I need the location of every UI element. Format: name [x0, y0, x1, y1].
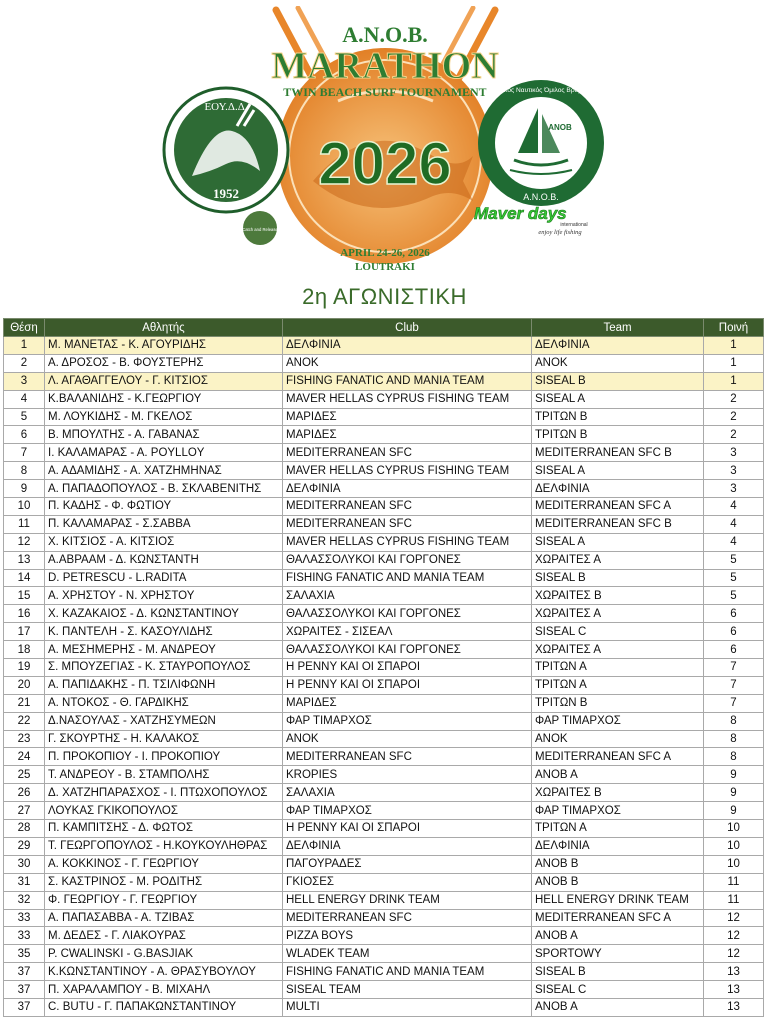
cell-position: 16: [4, 605, 45, 623]
cell-athlete: Π. ΚΑΔΗΣ - Φ. ΦΩΤΙΟΥ: [45, 498, 283, 516]
table-row: [4, 873, 764, 891]
table-row: [4, 784, 764, 802]
cell-athlete: Α. ΑΔΑΜΙΔΗΣ - Α. ΧΑΤΖΗΜΗΝΑΣ: [45, 462, 283, 480]
cell-position: 23: [4, 730, 45, 748]
cell-athlete: D. PETRESCU - L.RADITA: [45, 569, 283, 587]
cell-athlete: Λ. ΑΓΑΘΑΓΓΕΛΟΥ - Γ. ΚΙΤΣΙΟΣ: [45, 372, 283, 390]
cell-penalty: 2: [704, 408, 764, 426]
cell-penalty: 1: [704, 372, 764, 390]
cell-team: ΧΩΡΑΙΤΕΣ Α: [532, 551, 704, 569]
cell-team: ΑΝΟΒ Α: [532, 998, 704, 1016]
cell-penalty: 6: [704, 641, 764, 659]
cell-athlete: Α. ΜΕΣΗΜΕΡΗΣ - Μ. ΑΝΔΡΕΟΥ: [45, 641, 283, 659]
cell-position: 24: [4, 748, 45, 766]
cell-penalty: 12: [704, 909, 764, 927]
table-row: [4, 390, 764, 408]
cell-penalty: 3: [704, 462, 764, 480]
table-row: [4, 659, 764, 677]
cell-position: 19: [4, 659, 45, 677]
cell-club: ΣΑΛΑΧΙΑ: [283, 587, 532, 605]
cell-position: 30: [4, 855, 45, 873]
results-body: [4, 337, 764, 1017]
cell-club: FISHING FANATIC AND MANIA TEAM: [283, 963, 532, 981]
cell-team: MEDITERRANEAN SFC A: [532, 909, 704, 927]
cell-club: PIZZA BOYS: [283, 927, 532, 945]
table-row: [4, 462, 764, 480]
cell-penalty: 9: [704, 766, 764, 784]
cell-penalty: 9: [704, 784, 764, 802]
cell-team: ΑΝΟΚ: [532, 730, 704, 748]
cell-athlete: P. CWALINSKI - G.BASJIAK: [45, 945, 283, 963]
cell-penalty: 13: [704, 981, 764, 999]
cell-team: SISEAL A: [532, 390, 704, 408]
cell-athlete: Μ. ΛΟΥΚΙΔΗΣ - Μ. ΓΚΕΛΟΣ: [45, 408, 283, 426]
cell-team: ΤΡΙΤΩΝ Β: [532, 694, 704, 712]
cell-club: ΓΚΙΟΣΕΣ: [283, 873, 532, 891]
cell-team: ΑΝΟΒ Α: [532, 766, 704, 784]
logo-dates-text: APRIL 24-26, 2026: [340, 247, 430, 259]
cell-athlete: Σ. ΜΠΟΥΖΕΓΙΑΣ - Κ. ΣΤΑΥΡΟΠΟΥΛΟΣ: [45, 659, 283, 677]
cell-position: 3: [4, 372, 45, 390]
cell-athlete: Α.ΑΒΡΑΑΜ - Δ. ΚΩΝΣΤΑΝΤΗ: [45, 551, 283, 569]
header-penalty: Ποινή: [704, 319, 764, 337]
cell-penalty: 6: [704, 605, 764, 623]
table-header-row: [4, 319, 764, 337]
cell-athlete: Α. ΠΑΠΑΣΑΒΒΑ - Α. ΤΖΙΒΑΣ: [45, 909, 283, 927]
table-row: [4, 623, 764, 641]
cell-club: MAVER HELLAS CYPRUS FISHING TEAM: [283, 462, 532, 480]
anob-center-text: ANOB: [548, 123, 572, 132]
cell-penalty: 4: [704, 498, 764, 516]
cell-team: ΑΝΟΚ: [532, 354, 704, 372]
table-row: [4, 891, 764, 909]
cell-athlete: Π. ΚΑΜΠΙΤΣΗΣ - Δ. ΦΩΤΟΣ: [45, 820, 283, 838]
table-row: [4, 927, 764, 945]
cell-team: SPORTOWY: [532, 945, 704, 963]
cell-position: 21: [4, 694, 45, 712]
cell-position: 22: [4, 712, 45, 730]
cell-club: ΔΕΛΦΙΝΙΑ: [283, 837, 532, 855]
cell-penalty: 2: [704, 390, 764, 408]
cell-team: SISEAL C: [532, 623, 704, 641]
cell-position: 4: [4, 390, 45, 408]
cell-athlete: Α. ΠΑΠΑΔΟΠΟΥΛΟΣ - Β. ΣΚΛΑΒΕΝΙΤΗΣ: [45, 480, 283, 498]
cell-club: WLADEK TEAM: [283, 945, 532, 963]
table-row: [4, 533, 764, 551]
cell-athlete: Φ. ΓΕΩΡΓΙΟΥ - Γ. ΓΕΩΡΓΙΟΥ: [45, 891, 283, 909]
table-row: [4, 712, 764, 730]
cell-penalty: 10: [704, 837, 764, 855]
cell-team: ΔΕΛΦΙΝΙΑ: [532, 837, 704, 855]
cell-penalty: 12: [704, 945, 764, 963]
table-row: [4, 766, 764, 784]
table-row: [4, 408, 764, 426]
cell-position: 20: [4, 676, 45, 694]
logo-year-text: 2026: [318, 130, 452, 197]
maver-days-logo: [474, 204, 604, 236]
cell-club: Η PENNY ΚΑΙ ΟΙ ΣΠΑΡΟΙ: [283, 820, 532, 838]
table-row: [4, 354, 764, 372]
cell-penalty: 11: [704, 873, 764, 891]
cell-position: 31: [4, 873, 45, 891]
cell-club: ΧΩΡΑΙΤΕΣ - ΣΙΣΕΑΛ: [283, 623, 532, 641]
cell-team: SISEAL A: [532, 462, 704, 480]
cell-club: MAVER HELLAS CYPRUS FISHING TEAM: [283, 533, 532, 551]
cell-penalty: 4: [704, 515, 764, 533]
cell-club: ΣΑΛΑΧΙΑ: [283, 784, 532, 802]
eoudd-badge: [162, 86, 290, 214]
cell-position: 7: [4, 444, 45, 462]
cell-team: ΑΝΟΒ Β: [532, 855, 704, 873]
table-row: [4, 515, 764, 533]
cell-team: ΤΡΙΤΩΝ Β: [532, 426, 704, 444]
results-table: [3, 318, 764, 1017]
cell-athlete: Γ. ΣΚΟΥΡΤΗΣ - Η. ΚΑΛΑΚΟΣ: [45, 730, 283, 748]
cell-athlete: Κ.ΚΩΝΣΤΑΝΤΙΝΟΥ - Α. ΘΡΑΣΥΒΟΥΛΟΥ: [45, 963, 283, 981]
cell-athlete: Τ. ΑΝΔΡΕΟΥ - Β. ΣΤΑΜΠΟΛΗΣ: [45, 766, 283, 784]
cell-athlete: Δ.ΝΑΣΟΥΛΑΣ - ΧΑΤΖΗΣΥΜΕΩΝ: [45, 712, 283, 730]
cell-athlete: Ι. ΚΑΛΑΜΑΡΑΣ - Α. POYLLOY: [45, 444, 283, 462]
logo-place-text: LOUTRAKI: [355, 261, 415, 273]
anob-badge: [476, 78, 606, 208]
table-row: [4, 337, 764, 355]
table-row: [4, 551, 764, 569]
cell-position: 28: [4, 820, 45, 838]
cell-team: ΧΩΡΑΙΤΕΣ Α: [532, 605, 704, 623]
maver-days-text: Maver days: [474, 204, 567, 223]
cell-team: SISEAL B: [532, 963, 704, 981]
cell-athlete: ΛΟΥΚΑΣ ΓΚΙΚΟΠΟΥΛΟΣ: [45, 802, 283, 820]
cell-penalty: 5: [704, 569, 764, 587]
anob-bottom-text: Α.Ν.Ο.Β.: [523, 192, 559, 202]
cell-position: 29: [4, 837, 45, 855]
cell-penalty: 5: [704, 587, 764, 605]
cell-penalty: 6: [704, 623, 764, 641]
maver-tagline-text: enjoy life fishing: [538, 229, 582, 236]
cell-position: 26: [4, 784, 45, 802]
eoudd-year-text: 1952: [213, 186, 239, 201]
cell-team: ΔΕΛΦΙΝΙΑ: [532, 480, 704, 498]
table-row: [4, 981, 764, 999]
cell-club: MEDITERRANEAN SFC: [283, 515, 532, 533]
cell-club: SISEAL TEAM: [283, 981, 532, 999]
cell-team: ΤΡΙΤΩΝ Β: [532, 408, 704, 426]
table-row: [4, 444, 764, 462]
cell-club: ΘΑΛΑΣΣΟΛΥΚΟΙ ΚΑΙ ΓΟΡΓΟΝΕΣ: [283, 641, 532, 659]
cell-athlete: Α. ΧΡΗΣΤΟΥ - Ν. ΧΡΗΣΤΟΥ: [45, 587, 283, 605]
table-row: [4, 945, 764, 963]
logo-org-text: A.N.O.B.: [342, 22, 428, 47]
eoudd-name-text: ΕΟΥ.Δ.Δ.: [204, 101, 248, 113]
cell-club: ΔΕΛΦΙΝΙΑ: [283, 337, 532, 355]
cell-penalty: 1: [704, 337, 764, 355]
cell-athlete: Κ.ΒΑΛΑΝΙΔΗΣ - Κ.ΓΕΩΡΓΙΟΥ: [45, 390, 283, 408]
table-row: [4, 605, 764, 623]
table-row: [4, 569, 764, 587]
cell-position: 33: [4, 927, 45, 945]
cell-team: SISEAL C: [532, 981, 704, 999]
table-row: [4, 480, 764, 498]
cell-position: 33: [4, 909, 45, 927]
cell-athlete: Κ. ΠΑΝΤΕΛΗ - Σ. ΚΑΣΟΥΛΙΔΗΣ: [45, 623, 283, 641]
cell-athlete: Μ. ΔΕΔΕΣ - Γ. ΛΙΑΚΟΥΡΑΣ: [45, 927, 283, 945]
cell-athlete: Α. ΚΟΚΚΙΝΟΣ - Γ. ΓΕΩΡΓΙΟΥ: [45, 855, 283, 873]
table-row: [4, 426, 764, 444]
cell-position: 12: [4, 533, 45, 551]
cell-position: 9: [4, 480, 45, 498]
cell-athlete: Τ. ΓΕΩΡΓΟΠΟΥΛΟΣ - Η.ΚΟΥΚΟΥΛΗΘΡΑΣ: [45, 837, 283, 855]
cell-position: 35: [4, 945, 45, 963]
cell-team: ΧΩΡΑΙΤΕΣ Β: [532, 587, 704, 605]
cell-penalty: 13: [704, 998, 764, 1016]
cell-position: 37: [4, 963, 45, 981]
cell-position: 6: [4, 426, 45, 444]
header-athlete: Αθλητής: [45, 319, 283, 337]
cell-club: MEDITERRANEAN SFC: [283, 444, 532, 462]
cell-club: ΘΑΛΑΣΣΟΛΥΚΟΙ ΚΑΙ ΓΟΡΓΟΝΕΣ: [283, 605, 532, 623]
header-position: Θέση: [4, 319, 45, 337]
cell-team: ΔΕΛΦΙΝΙΑ: [532, 337, 704, 355]
cell-athlete: Π. ΧΑΡΑΛΑΜΠΟΥ - Β. ΜΙΧΑΗΛ: [45, 981, 283, 999]
cell-club: HELL ENERGY DRINK TEAM: [283, 891, 532, 909]
logo-event-text: MARATHON: [271, 45, 499, 87]
cell-penalty: 3: [704, 480, 764, 498]
table-row: [4, 837, 764, 855]
cell-position: 17: [4, 623, 45, 641]
cell-club: ΘΑΛΑΣΣΟΛΥΚΟΙ ΚΑΙ ΓΟΡΓΟΝΕΣ: [283, 551, 532, 569]
cell-penalty: 8: [704, 712, 764, 730]
cell-position: 1: [4, 337, 45, 355]
cell-club: ΠΑΓΟΥΡΑΔΕΣ: [283, 855, 532, 873]
cell-athlete: Χ. ΚΑΖΑΚΑΙΟΣ - Δ. ΚΩΝΣΤΑΝΤΙΝΟΥ: [45, 605, 283, 623]
header-artwork: [0, 0, 769, 285]
header-club: Club: [283, 319, 532, 337]
table-row: [4, 802, 764, 820]
table-row: [4, 998, 764, 1016]
cell-athlete: Α. ΝΤΟΚΟΣ - Θ. ΓΑΡΔΙΚΗΣ: [45, 694, 283, 712]
table-row: [4, 676, 764, 694]
table-row: [4, 820, 764, 838]
header-team: Team: [532, 319, 704, 337]
cell-penalty: 8: [704, 730, 764, 748]
cell-team: ΦΑΡ ΤΙΜΑΡΧΟΣ: [532, 802, 704, 820]
cell-penalty: 3: [704, 444, 764, 462]
cell-team: HELL ENERGY DRINK TEAM: [532, 891, 704, 909]
cell-penalty: 1: [704, 354, 764, 372]
cell-club: ΦΑΡ ΤΙΜΑΡΧΟΣ: [283, 802, 532, 820]
cell-club: ΦΑΡ ΤΙΜΑΡΧΟΣ: [283, 712, 532, 730]
cell-penalty: 9: [704, 802, 764, 820]
cell-athlete: C. BUTU - Γ. ΠΑΠΑΚΩΝΣΤΑΝΤΙΝΟΥ: [45, 998, 283, 1016]
table-row: [4, 587, 764, 605]
table-row: [4, 641, 764, 659]
cell-club: ΜΑΡΙΔΕΣ: [283, 426, 532, 444]
maver-intl-text: international: [560, 222, 588, 228]
cell-penalty: 10: [704, 820, 764, 838]
cell-position: 18: [4, 641, 45, 659]
cell-team: ΤΡΙΤΩΝ Α: [532, 659, 704, 677]
cell-penalty: 7: [704, 659, 764, 677]
cell-team: ΑΝΟΒ Α: [532, 927, 704, 945]
cell-team: MEDITERRANEAN SFC A: [532, 498, 704, 516]
cell-athlete: Σ. ΚΑΣΤΡΙΝΟΣ - Μ. ΡΟΔΙΤΗΣ: [45, 873, 283, 891]
cell-athlete: Π. ΠΡΟΚΟΠΙΟΥ - Ι. ΠΡΟΚΟΠΙΟΥ: [45, 748, 283, 766]
cell-team: ΧΩΡΑΙΤΕΣ Α: [532, 641, 704, 659]
cell-position: 10: [4, 498, 45, 516]
cell-club: MAVER HELLAS CYPRUS FISHING TEAM: [283, 390, 532, 408]
cell-athlete: Π. ΚΑΛΑΜΑΡΑΣ - Σ.ΣΑΒΒΑ: [45, 515, 283, 533]
cell-club: MULTI: [283, 998, 532, 1016]
cell-position: 11: [4, 515, 45, 533]
cell-club: Η PENNY ΚΑΙ ΟΙ ΣΠΑΡΟΙ: [283, 659, 532, 677]
cell-club: ΑΝΟΚ: [283, 730, 532, 748]
cell-team: SISEAL B: [532, 569, 704, 587]
cell-team: ΤΡΙΤΩΝ Α: [532, 676, 704, 694]
cell-position: 5: [4, 408, 45, 426]
cell-position: 37: [4, 998, 45, 1016]
cell-position: 2: [4, 354, 45, 372]
cell-team: ΦΑΡ ΤΙΜΑΡΧΟΣ: [532, 712, 704, 730]
table-row: [4, 963, 764, 981]
catch-release-text: Catch and Release: [242, 227, 278, 232]
anob-ring-text: Αθλητικός Ναυτικός Όμιλος Βραχατίου: [485, 87, 597, 94]
cell-athlete: Α. ΔΡΟΣΟΣ - Β. ΦΟΥΣΤΕΡΗΣ: [45, 354, 283, 372]
table-row: [4, 909, 764, 927]
logo-subtitle-text: TWIN BEACH SURF TOURNAMENT: [283, 85, 487, 99]
cell-club: ΔΕΛΦΙΝΙΑ: [283, 480, 532, 498]
cell-athlete: Β. ΜΠΟΥΛΤΗΣ - Α. ΓΑΒΑΝΑΣ: [45, 426, 283, 444]
cell-team: SISEAL A: [532, 533, 704, 551]
table-row: [4, 730, 764, 748]
cell-penalty: 13: [704, 963, 764, 981]
cell-team: SISEAL B: [532, 372, 704, 390]
cell-club: MEDITERRANEAN SFC: [283, 748, 532, 766]
cell-penalty: 4: [704, 533, 764, 551]
cell-club: MEDITERRANEAN SFC: [283, 909, 532, 927]
cell-club: FISHING FANATIC AND MANIA TEAM: [283, 372, 532, 390]
cell-penalty: 11: [704, 891, 764, 909]
cell-team: ΑΝΟΒ Β: [532, 873, 704, 891]
cell-penalty: 7: [704, 694, 764, 712]
cell-team: MEDITERRANEAN SFC A: [532, 748, 704, 766]
cell-team: MEDITERRANEAN SFC B: [532, 444, 704, 462]
cell-penalty: 2: [704, 426, 764, 444]
cell-club: MEDITERRANEAN SFC: [283, 498, 532, 516]
cell-position: 13: [4, 551, 45, 569]
cell-team: MEDITERRANEAN SFC B: [532, 515, 704, 533]
cell-position: 14: [4, 569, 45, 587]
cell-position: 37: [4, 981, 45, 999]
table-row: [4, 748, 764, 766]
cell-club: ΑΝΟΚ: [283, 354, 532, 372]
table-row: [4, 372, 764, 390]
table-row: [4, 694, 764, 712]
cell-position: 27: [4, 802, 45, 820]
cell-position: 25: [4, 766, 45, 784]
cell-athlete: Μ. ΜΑΝΕΤΑΣ - Κ. ΑΓΟΥΡΙΔΗΣ: [45, 337, 283, 355]
cell-club: ΜΑΡΙΔΕΣ: [283, 408, 532, 426]
table-row: [4, 855, 764, 873]
page-title: 2η ΑΓΩΝΙΣΤΙΚΗ: [302, 284, 467, 309]
cell-position: 15: [4, 587, 45, 605]
cell-athlete: Δ. ΧΑΤΖΗΠΑΡΑΣΧΟΣ - Ι. ΠΤΩΧΟΠΟΥΛΟΣ: [45, 784, 283, 802]
cell-position: 32: [4, 891, 45, 909]
cell-athlete: Χ. ΚΙΤΣΙΟΣ - Α. ΚΙΤΣΙΟΣ: [45, 533, 283, 551]
cell-penalty: 10: [704, 855, 764, 873]
cell-club: Η PENNY ΚΑΙ ΟΙ ΣΠΑΡΟΙ: [283, 676, 532, 694]
cell-team: ΧΩΡΑΙΤΕΣ Β: [532, 784, 704, 802]
cell-athlete: Α. ΠΑΠΙΔΑΚΗΣ - Π. ΤΣΙΛΙΦΩΝΗ: [45, 676, 283, 694]
cell-position: 8: [4, 462, 45, 480]
cell-penalty: 8: [704, 748, 764, 766]
catch-release-badge: [242, 210, 278, 246]
cell-penalty: 7: [704, 676, 764, 694]
cell-club: ΜΑΡΙΔΕΣ: [283, 694, 532, 712]
cell-team: ΤΡΙΤΩΝ Α: [532, 820, 704, 838]
cell-club: KROPIES: [283, 766, 532, 784]
cell-club: FISHING FANATIC AND MANIA TEAM: [283, 569, 532, 587]
cell-penalty: 12: [704, 927, 764, 945]
table-row: [4, 498, 764, 516]
cell-penalty: 5: [704, 551, 764, 569]
